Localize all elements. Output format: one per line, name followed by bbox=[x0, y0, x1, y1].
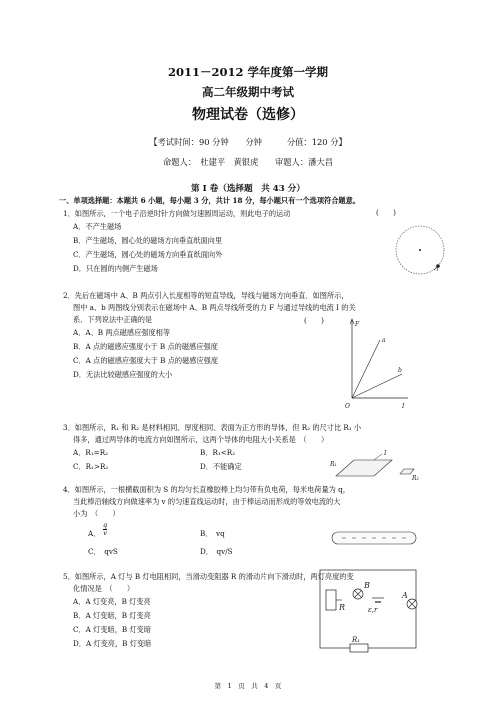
question-5-option-c: C．A 灯变暗，B 灯变暗 bbox=[73, 625, 152, 634]
question-4-figure bbox=[328, 528, 424, 548]
emf-label: ε,r bbox=[368, 606, 378, 614]
question-2-figure bbox=[340, 318, 410, 410]
question-1-figure bbox=[390, 222, 450, 278]
question-2-option-a: A．A、B 两点磁感应强度相等 bbox=[73, 328, 171, 337]
question-3-figure bbox=[330, 452, 420, 482]
line-a-label: a bbox=[382, 337, 386, 344]
question-4-stem-line-2: 当此棒沿轴线方向做速率为 v 的匀速直线运动时，由于棒运动而形成的等效电流的大 bbox=[73, 497, 341, 506]
question-4-stem-line-1: 4．如图所示，一根横截面积为 S 的均匀长直橡胶棒上均匀带有负电荷，每米电荷量为 q， bbox=[63, 485, 350, 494]
authors-line: 命题人： 杜建平 黄银虎 审题人：潘大昌 bbox=[162, 157, 334, 167]
question-3-stem-line-1: 3．如图所示，R₁ 和 R₂ 是材料相同、厚度相同、表面为正方形的导体，但 R₂ 的尺寸比 R₁ 小 bbox=[63, 423, 362, 432]
section-title: 第 I 卷（选择题 共 43 分） bbox=[191, 184, 305, 194]
question-1-answer-paren: ( ) bbox=[376, 208, 396, 217]
question-3-option-c: C．R₁>R₂ bbox=[73, 462, 109, 471]
subject-title: 物理试卷（选修） bbox=[192, 107, 304, 123]
question-1-stem: 1．如图所示，一个电子沿逆时针方向做匀速圆周运动，则此电子的运动 bbox=[63, 209, 291, 218]
question-4-option-b: B． vq bbox=[200, 529, 225, 538]
rheostat-r bbox=[326, 590, 336, 610]
orbit-arrow-icon bbox=[434, 266, 438, 271]
question-4-option-c: C． qvS bbox=[88, 547, 118, 556]
question-4-fraction bbox=[103, 522, 107, 537]
question-3-option-d: D．不能确定 bbox=[200, 462, 242, 471]
question-5-option-a: A．A 灯变亮，B 灯变亮 bbox=[73, 597, 151, 606]
page-footer: 第 1 页 共 4 页 bbox=[214, 682, 282, 690]
question-2-stem-line-3: 系．下列说法中正确的是 bbox=[73, 315, 153, 324]
rheostat-label: R bbox=[339, 603, 346, 612]
f-axis-label: F bbox=[355, 321, 360, 328]
conductor-r2 bbox=[400, 469, 414, 474]
line-b-label: b bbox=[398, 367, 402, 374]
resistor-r1 bbox=[350, 644, 368, 652]
exam-info: 【考试时间：90 分钟 分钟 分值：120 分】 bbox=[149, 137, 347, 147]
line-a bbox=[352, 340, 380, 398]
r2-label: R₂ bbox=[412, 475, 419, 482]
origin-label: O bbox=[345, 403, 350, 410]
orbit-center bbox=[419, 249, 421, 251]
question-3-option-b: B．R₁<R₂ bbox=[200, 448, 236, 457]
line-b bbox=[352, 374, 402, 398]
question-3-option-a: A．R₁=R₂ bbox=[73, 448, 108, 457]
r1-label: R₁ bbox=[330, 461, 337, 468]
question-1-option-b: B．产生磁场，圆心处的磁场方向垂直纸面向里 bbox=[73, 236, 223, 245]
resistor-r1-label: R₁ bbox=[352, 636, 361, 644]
question-5-stem-line-1: 5．如图所示，A 灯与 B 灯电阻相同，当滑动变阻器 R 的滑动片向下滑动时，两灯亮度的变 bbox=[63, 572, 354, 581]
question-5-option-d: D．A 灯变亮，B 灯变暗 bbox=[73, 639, 152, 648]
lamp-b-label: B bbox=[364, 581, 370, 590]
question-1-option-d: D．只在圆的内侧产生磁场 bbox=[73, 264, 158, 273]
lamp-a-label: A bbox=[402, 591, 408, 600]
r1-current-arrow bbox=[374, 454, 382, 460]
question-2-stem-line-2: 图中 a、b 两图线分别表示在磁场中 A、B 两点导线所受的力 F 与通过导线的电流 I 的关 bbox=[73, 303, 356, 312]
question-3-stem-line-2: 得多，通过两导体的电流方向如图所示，这两个导体的电阻大小关系是 （ ） bbox=[73, 435, 329, 444]
question-1-option-a: A．不产生磁场 bbox=[73, 222, 122, 231]
question-5-figure bbox=[312, 564, 428, 658]
question-5-option-b: B．A 灯变暗，B 灯变亮 bbox=[73, 611, 151, 620]
question-4-option-a: A． bbox=[88, 529, 101, 538]
question-2-option-d: D．无法比较磁感应强度的大小 bbox=[73, 370, 173, 379]
section-instruction: 一、单项选择题：本题共 6 小题，每小题 3 分，共计 18 分，每小题只有一个选项符合题意。 bbox=[59, 196, 360, 205]
i-axis-label: I bbox=[402, 403, 405, 410]
question-2-option-c: C．A 点的磁感应强度大于 B 点的磁感应强度 bbox=[73, 356, 219, 365]
question-2-option-b: B．A 点的磁感应强度小于 B 点的磁感应强度 bbox=[73, 342, 218, 351]
question-4-stem-line-3: 小为 （ ） bbox=[73, 509, 120, 518]
year-title: 2011－2012 学年度第一学期 bbox=[167, 65, 329, 79]
question-4-option-d: D． qv/S bbox=[200, 547, 233, 556]
fraction-denominator: v bbox=[103, 529, 107, 537]
fraction-numerator: q bbox=[103, 521, 108, 529]
exam-title: 高二年级期中考试 bbox=[202, 85, 294, 99]
current-label: I bbox=[384, 450, 387, 457]
conductor-r1 bbox=[336, 460, 392, 476]
question-5-stem-line-2: 化情况是 （ ） bbox=[73, 584, 135, 593]
question-2-answer-paren: ( ) bbox=[304, 316, 324, 325]
question-2-stem-line-1: 2．先后在磁场中 A、B 两点引入长度相等的短直导线，导线与磁场方向垂直．如图所示， bbox=[63, 291, 349, 300]
question-1-option-c: C．产生磁场，圆心处的磁场方向垂直纸面向外 bbox=[73, 250, 223, 259]
